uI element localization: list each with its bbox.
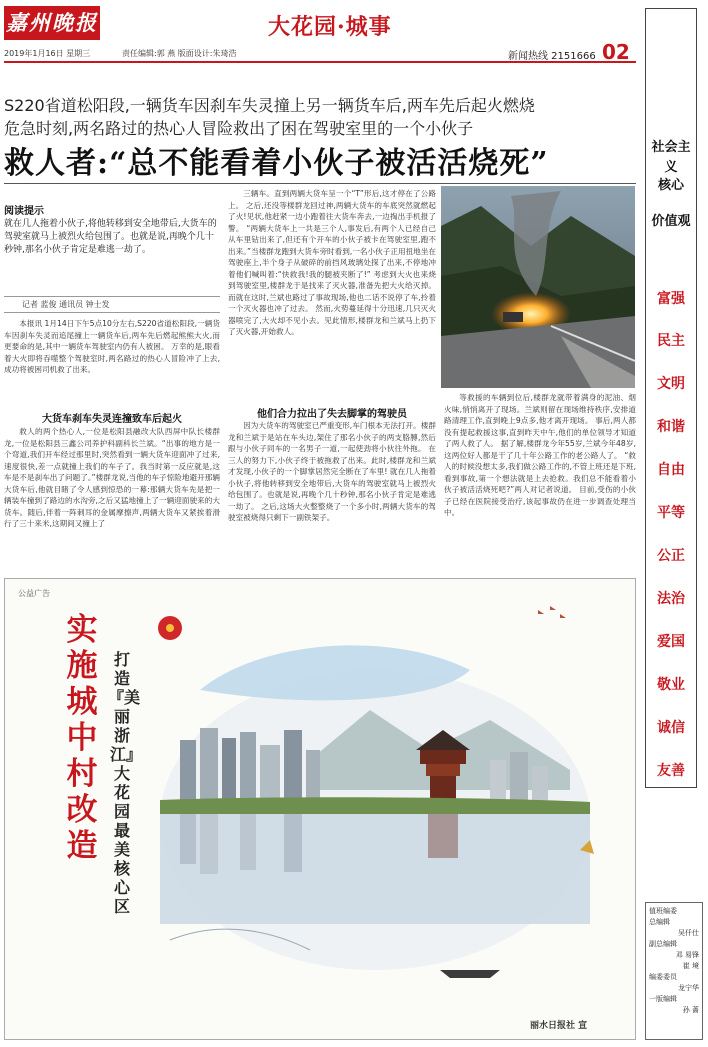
credit-name: 吴仟仕	[678, 929, 699, 937]
lead-title: 阅读提示	[4, 206, 44, 217]
core-value: 富强	[657, 291, 685, 307]
kicker-line-1: S220省道松阳段,一辆货车因刹车失灵撞上另一辆货车后,两车先后起火燃烧	[4, 96, 535, 115]
core-value: 友善	[657, 763, 685, 779]
ad-sponsor: 丽水日报社 宣	[530, 1021, 588, 1031]
core-value: 文明	[657, 376, 685, 392]
core-value: 法治	[657, 591, 685, 607]
core-value: 和谐	[657, 419, 685, 435]
subhead-1: 大货车刹车失灵连撞致车后起火	[42, 414, 182, 425]
article-column-2b	[228, 420, 436, 574]
main-headline: 救人者:“总不能看着小伙子被活活烧死”	[4, 146, 549, 181]
credit-role: 值班编委	[649, 907, 677, 915]
core-value: 敬业	[657, 677, 685, 693]
sidebar-title-line: 核心	[657, 178, 684, 193]
core-value: 民主	[657, 333, 685, 349]
core-value: 平等	[657, 505, 685, 521]
lead-summary: 就在几人拖着小伙子,将他转移到安全地带后,大货车的驾驶室就马上被烈火给包围了。也就是说,再晚个几十秒钟,那名小伙子肯定是难逃一劫了。	[4, 219, 217, 255]
article-text: 本报讯 1月14日下午5点10分左右,S220省道松阳段,一辆货车因刹车失灵而追尾撞上一辆货车后,两车先后燃起熊熊大火,而更要命的是,其中一辆货车驾驶室内仍有人被困。 万幸的是,眼看着大火即将吞噬整个驾驶室时,两名路过的热心人冒险冲了上去,成功将被困司机救了出来。	[4, 319, 220, 374]
credit-role: 编委委员	[649, 973, 677, 981]
article-column-1	[4, 318, 220, 408]
credit-role: 总编辑	[649, 918, 670, 926]
core-value: 公正	[657, 548, 685, 564]
article-text: 等救援的车辆到位后,楼群龙就带着满身的泥油、烟火味,悄悄离开了现场。兰斌则留在现场维持秩序,安排道路清理工作,直到晚上9点多,他才离开现场。 事后,两人都没有提起救援这事,直到昨天中午,他们的单位领导才知道了两人救了人。 据了解,楼群龙今年55岁,兰斌今年48岁,这两位好人都是干了几十年公路工作的老公路人了。 “救人的时候没想太多,我们做公路工作的,不管上班还是下班,看到事故,第一个想法就是上去抢救。我们总不能看着小伙子被活活烧死吧?”两人对记者说道。 目前,受伤的小伙子已经在医院接受治疗,该起事故仍在进一步调查处理当中。	[444, 393, 636, 517]
sidebar-title-line: 社会主义	[651, 140, 691, 175]
fire-scene-photo	[441, 186, 635, 388]
core-values-sidebar	[645, 8, 697, 788]
section-title: 大花园·城事	[268, 14, 392, 40]
credit-name: 孙 蔷	[682, 1006, 699, 1014]
page-number: 02	[602, 40, 630, 64]
masthead-rule	[4, 61, 636, 63]
subhead-2: 他们合力拉出了失去脚掌的驾驶员	[257, 409, 407, 420]
sidebar-title-line: 价值观	[651, 214, 691, 229]
article-text: 救人的两个热心人,一位是松阳县融改大队西屏中队长楼群龙,一位是松阳县三鑫公司养护科副科长兰斌。“出事的地方是一个弯道,我们开车经过那里时,突然看到一辆大货车迎面冲了过来,速度很快,差一点就撞上我们的车子了。我当时第一反应就是,这车是不是刹车出了问题了。”楼群龙说,当他的车子惊险地避开那辆大货车后,他就目睹了令人感到惊恐的一幕:那辆大货车先是把一辆装车撞到了路边的水沟旁,之后又猛地撞上了一辆迎面驶来的大货车。随后,伴着一阵刺耳的金属摩擦声,两辆大货车又紧挨着滑行了三十来米,这期间又撞上了	[4, 427, 220, 528]
ad-label: 公益广告	[18, 589, 50, 598]
byline: 记者 蓝俊 通讯员 钟士发	[4, 296, 220, 313]
core-value: 自由	[657, 462, 685, 478]
article-column-1b	[4, 426, 220, 576]
article-column-3	[444, 392, 636, 574]
credit-role: 一版编辑	[649, 995, 677, 1003]
newspaper-logo: 嘉州晚报	[4, 6, 100, 40]
ad-sub-slogan: 打造『美丽浙江』大花园最美核心区	[108, 650, 141, 916]
article-column-2	[228, 188, 436, 402]
article-text: 因为大货车的驾驶室已严重变形,车门根本无法打开。楼群龙和兰斌于是站在车头边,架住了那名小伙子的两支胳膊,然后跟与小伙子同车的一名男子一道,一起使劲将小伙往外拖。 在三人的努力下,小伙子终于被拖救了出来。此时,楼群龙和兰斌才发现,小伙子的一个脚掌居然完全断在了车里! 就在几人拖着小伙子,将他转移到安全地带后,大货车的驾驶室就马上被烈火给包围了。也就是说,再晚个几十秒钟,那名小伙子肯定是难逃一劫了。 之后,这场大火整整烧了一个多小时,两辆大货车的驾驶室被烧得只剩下一副铁架子。	[228, 421, 436, 522]
credit-name: 崔 境	[682, 962, 699, 970]
kicker-line-2: 危急时刻,两名路过的热心人冒险救出了困在驾驶室里的一个小伙子	[4, 119, 474, 138]
core-value: 诚信	[657, 720, 685, 736]
news-hotline: 新闻热线 2151666	[508, 51, 596, 62]
article-text: 三辆车。直到两辆大货车呈一个“T”形后,这才停在了公路上。 之后,还没等楼群龙回过神,两辆大货车的车底突然就燃起了火!见状,他赶紧一边小跑着往大货车奔去,一边掏出手机报了警。 “两辆大货车上一共是三个人,事发后,有两个人已经自己从车里钻出来了,但还有个开车的小伙子被卡在驾驶室里,跑不出来。”当楼群龙跑到大货车旁时看到,一名小伙子正用扭地坐在驾驶座上,半个身子从破碎的前挡风玻璃处探了出来,不停地冲着他们喊叫着:“快救我!我的腿被夹断了!” 考虑到大火也来烧到驾驶室里,楼群龙于是找来了灭火器,准备先把大火给灭掉。而就在这时,兰斌也路过了事故现场,他也二话不说停了车,拎着一个灭火器也冲了过去。 然而,火势蔓延得十分迅速,几只灭火器喷完了,大火却不见小去。见此情形,楼群龙和兰斌马上扔下了灭火器,开始救人。	[228, 189, 436, 336]
ad-main-slogan: 实施城中村改造	[66, 612, 98, 864]
core-value: 爱国	[657, 634, 685, 650]
credit-name: 邓 易锋	[675, 951, 699, 959]
issue-date: 2019年1月16日 星期三	[4, 49, 91, 58]
credit-role: 副总编辑	[649, 940, 677, 948]
credit-name: 龙宁华	[678, 984, 699, 992]
editorial-credits	[645, 902, 703, 1040]
city-landscape-illustration	[140, 600, 610, 1020]
headline-rule	[4, 183, 636, 184]
editor-credits: 责任编辑:郭 燕 版面设计:朱琦浩	[122, 49, 237, 58]
